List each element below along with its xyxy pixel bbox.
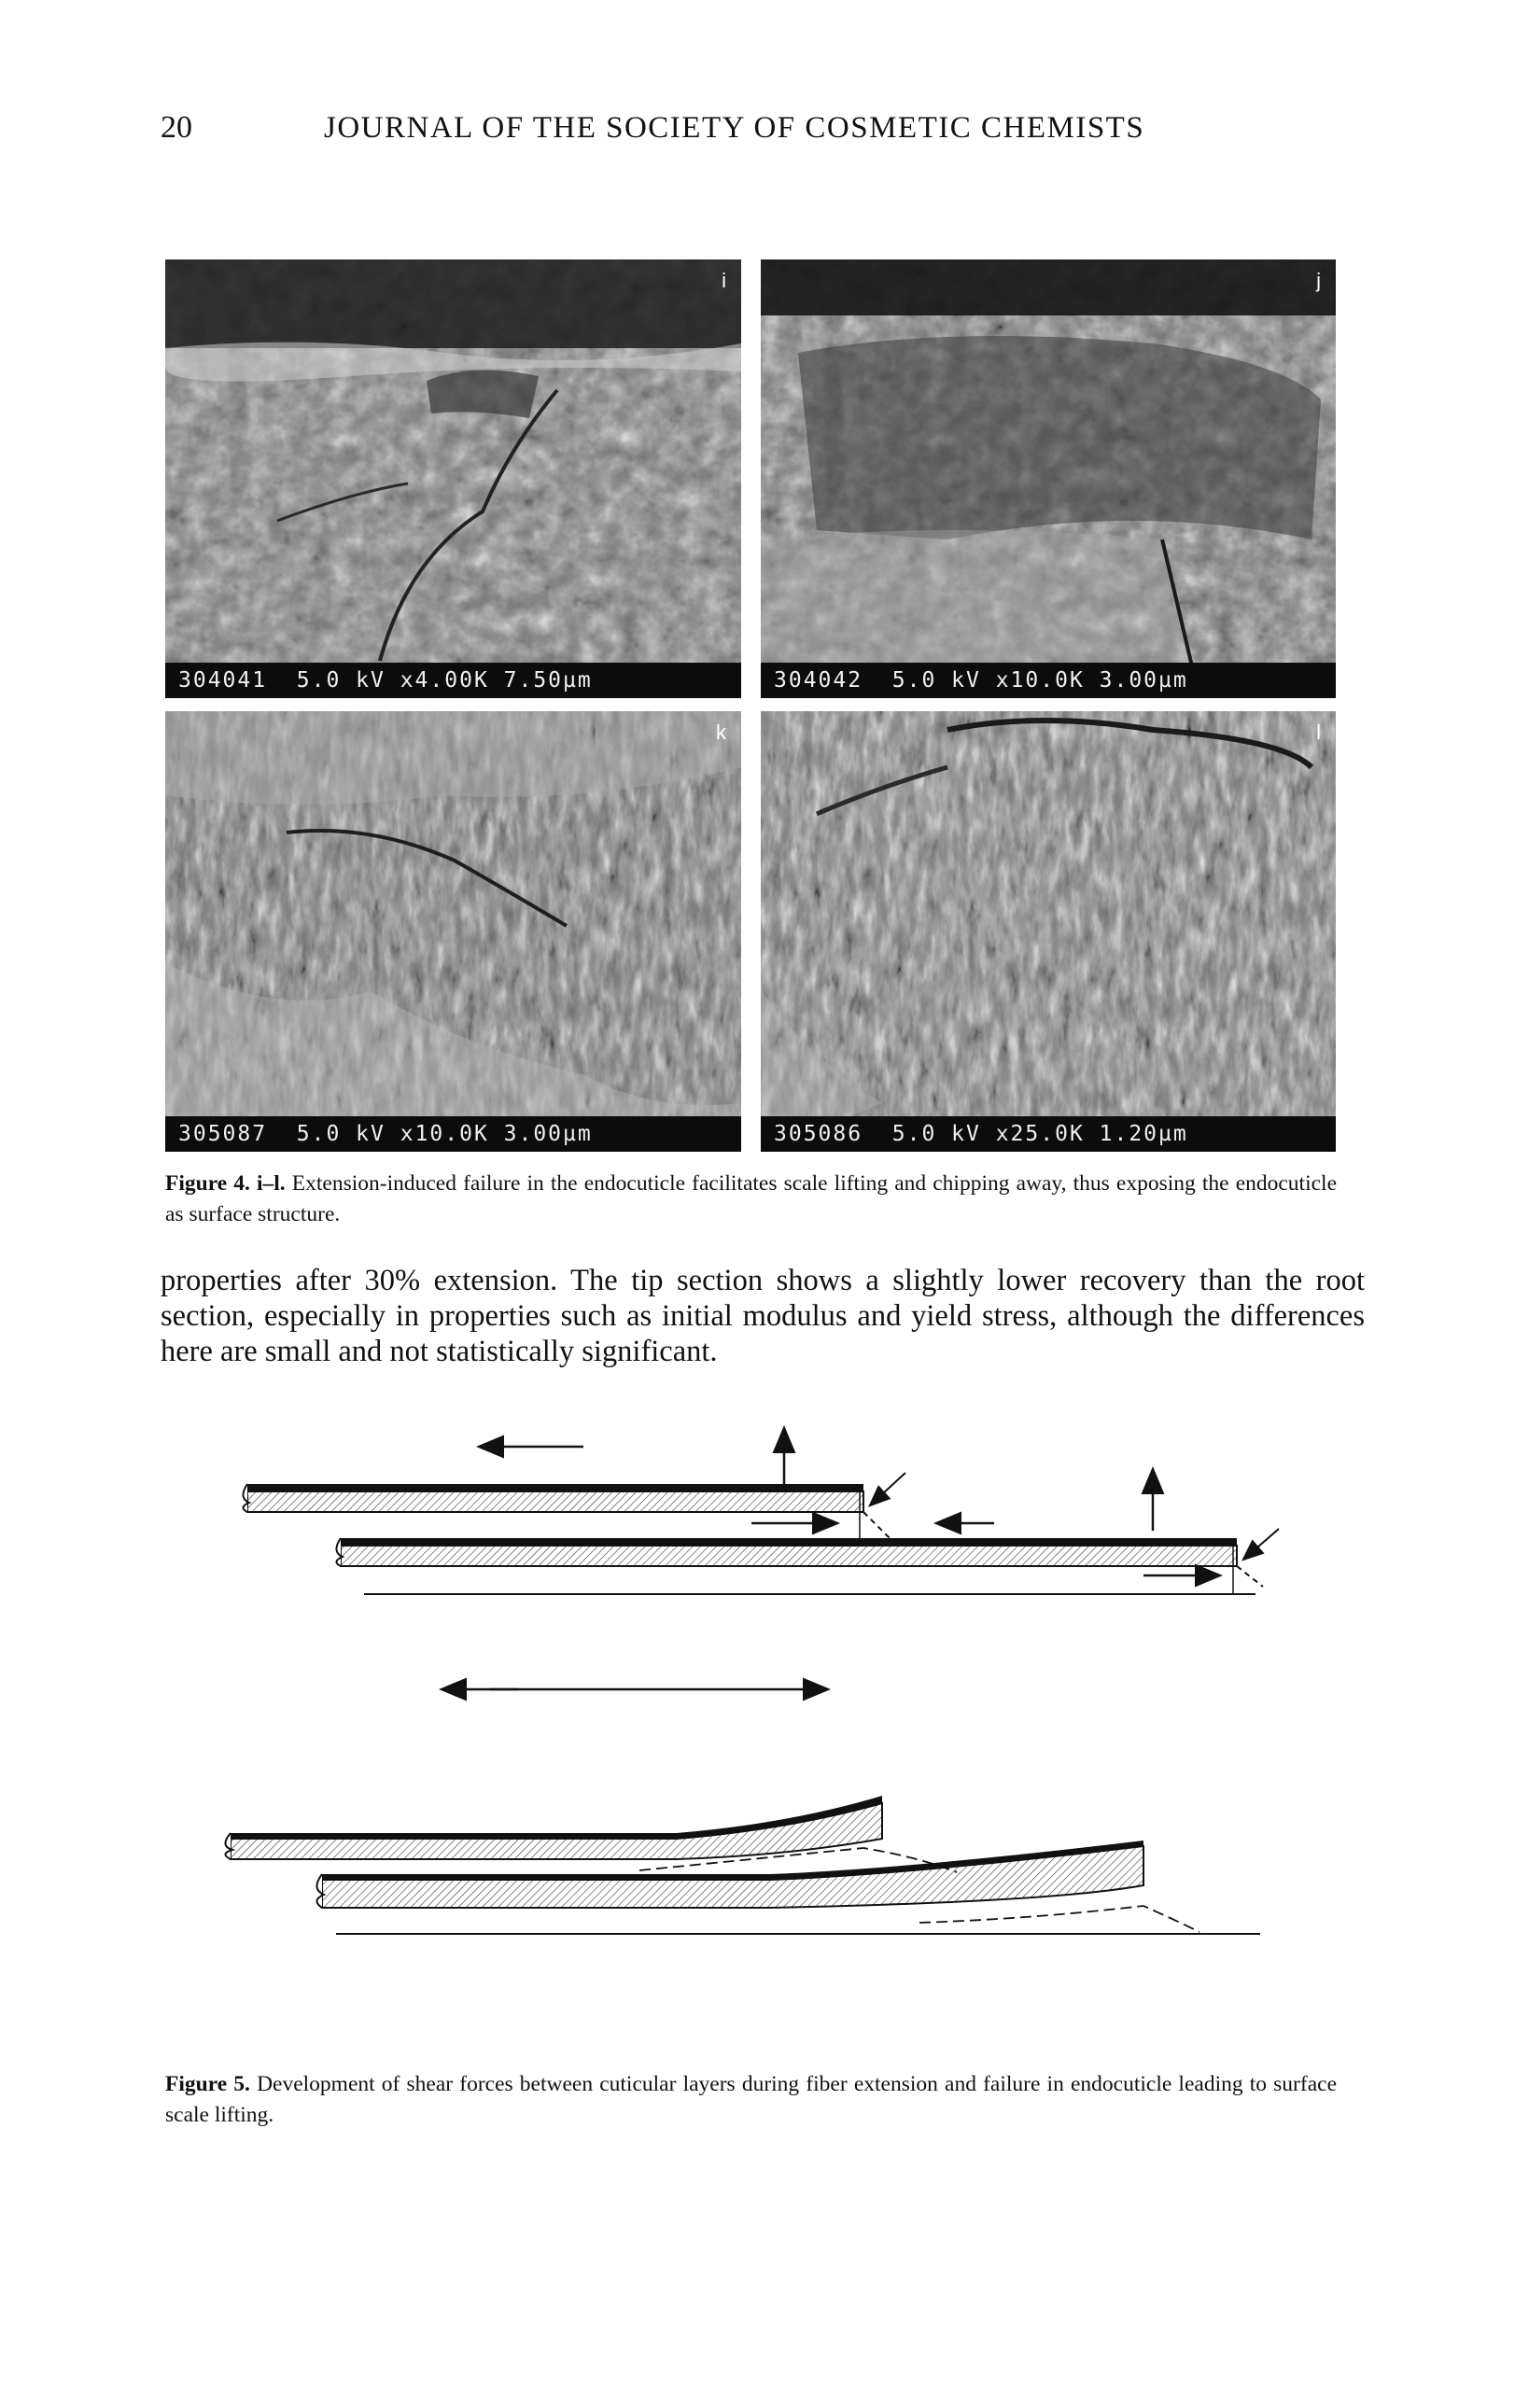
sem-panel-l	[761, 711, 1336, 1152]
sem-image-k	[165, 711, 741, 1152]
sem-panel-i	[165, 259, 741, 698]
sem-databar-j: 304042 5.0 kV x10.0K 3.00µm	[761, 663, 1336, 698]
panel-letter-i: i	[722, 269, 726, 292]
sem-databar-l: 305086 5.0 kV x25.0K 1.20µm	[761, 1116, 1336, 1152]
sem-image-l	[761, 711, 1336, 1152]
panel-letter-j: j	[1316, 269, 1321, 292]
panel-letter-l: l	[1316, 721, 1321, 744]
sem-image-j	[761, 259, 1336, 698]
figure4-caption-label: Figure 4. i–l.	[165, 1171, 286, 1196]
figure5-caption-label: Figure 5.	[165, 2072, 250, 2096]
sem-image-i	[165, 259, 741, 698]
sem-panel-k	[165, 711, 741, 1152]
sem-databar-k: 305087 5.0 kV x10.0K 3.00µm	[165, 1116, 741, 1152]
running-header	[161, 110, 1365, 166]
figure5-diagram	[210, 1419, 1312, 2408]
sem-panel-j	[761, 259, 1336, 698]
figure4-caption-text: Extension-induced failure in the endocuticle facilitates scale lifting and chipping away, thus exposing the endocuticle as surface structure.	[165, 1171, 1338, 1226]
journal-title: JOURNAL OF THE SOCIETY OF COSMETIC CHEMISTS	[324, 111, 1145, 145]
page-number: 20	[161, 110, 192, 145]
shear-diagram-top	[243, 1430, 1279, 1594]
figure5-caption	[165, 2069, 1337, 2131]
lifted-scales-diagram	[225, 1796, 1260, 1934]
body-paragraph: properties after 30% extension. The tip section shows a slightly lower recovery than the root section, especially in properties such as initial modulus and yield stress, although the differences here are small and not statistically significant.	[161, 1264, 1365, 1368]
figure5-caption-text: Development of shear forces between cuticular layers during fiber extension and failure in endocuticle leading to surface scale lifting.	[165, 2072, 1338, 2127]
panel-letter-k: k	[716, 721, 726, 744]
sem-databar-i: 304041 5.0 kV x4.00K 7.50µm	[165, 663, 741, 698]
figure4-caption	[165, 1169, 1337, 1230]
